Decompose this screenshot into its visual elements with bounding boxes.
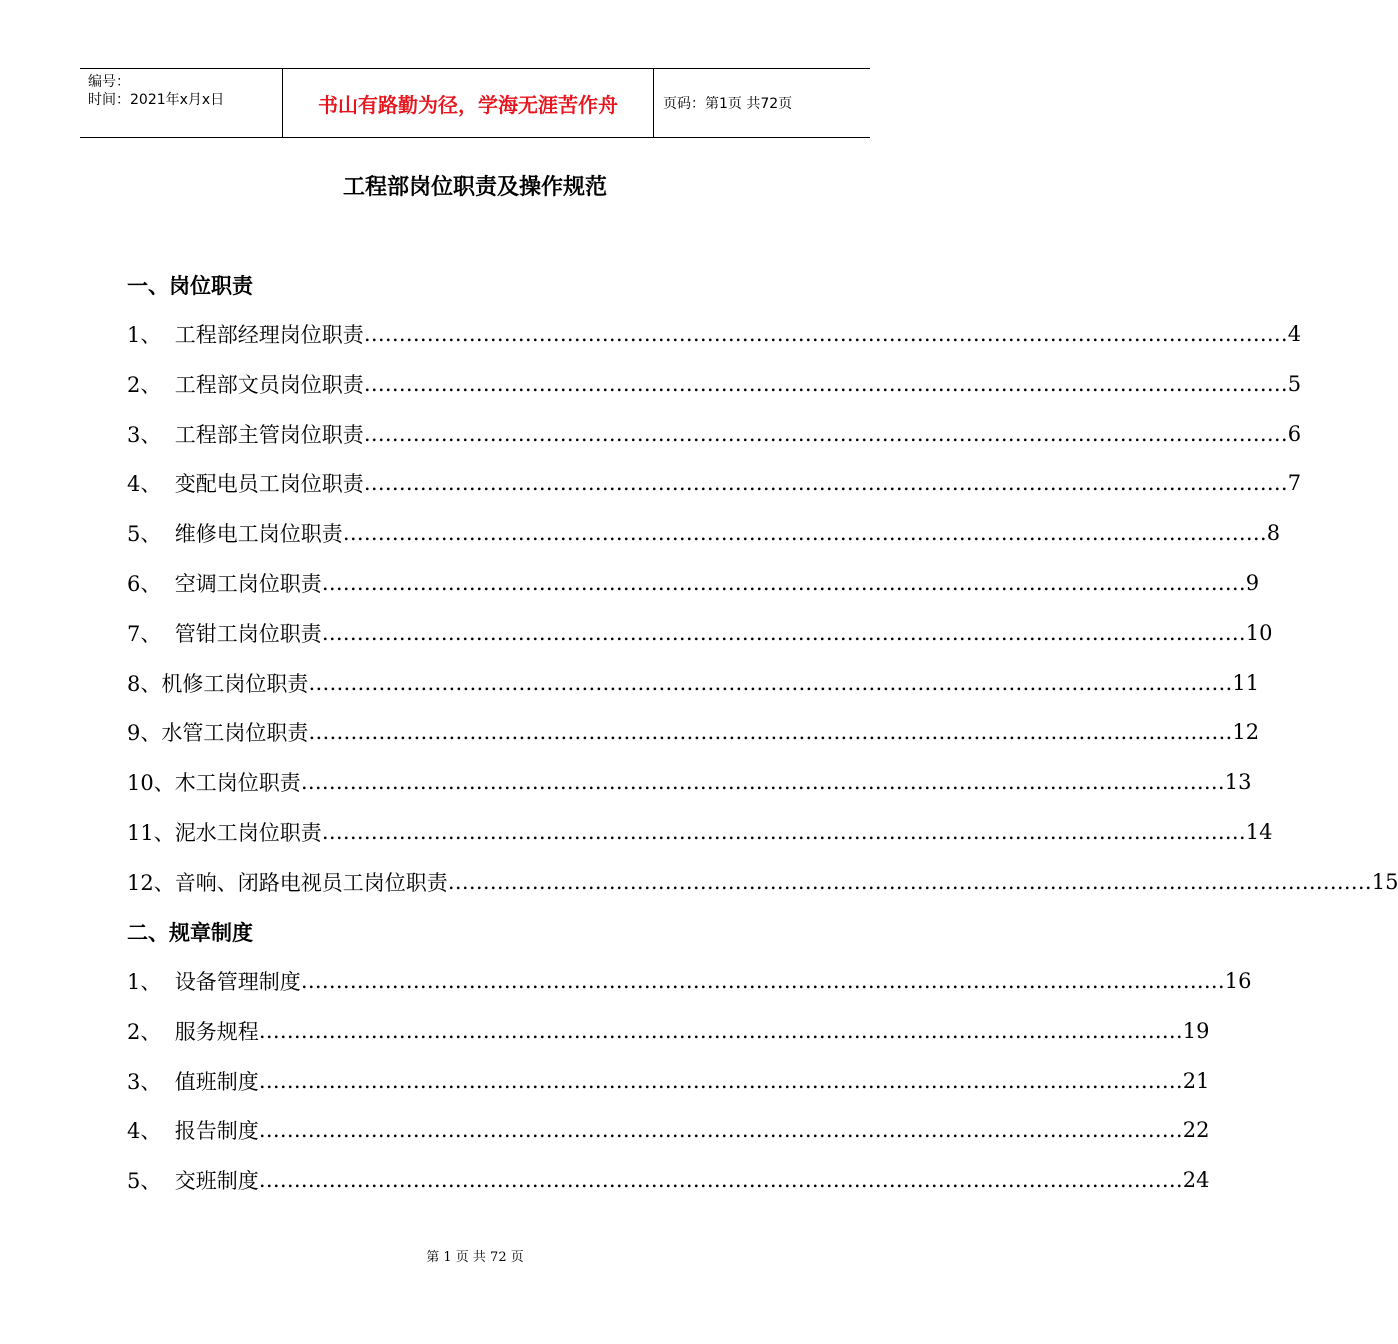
toc-entry-number: 11、 xyxy=(127,821,175,845)
toc-entry-leader: …………………………………………………………………………………………………………………… xyxy=(342,521,1267,546)
toc-entry-page: 24 xyxy=(1182,1168,1210,1193)
toc-entry-leader: …………………………………………………………………………………………………………………… xyxy=(363,371,1288,396)
toc-entry-number: 8、 xyxy=(127,671,162,696)
toc-entry xyxy=(127,1115,1210,1145)
toc-entry-title: 交班制度 xyxy=(174,1169,259,1194)
toc-entry xyxy=(127,1066,1210,1096)
toc-entry-title: 报告制度 xyxy=(174,1119,259,1144)
toc-entry xyxy=(127,668,1260,698)
toc-entry-title: 变配电员工岗位职责 xyxy=(174,472,364,497)
toc-entry-number: 6、 xyxy=(127,572,175,596)
toc-entry-number: 1、 xyxy=(127,970,175,994)
toc-entry xyxy=(127,518,1281,548)
section-heading-duties: 一、岗位职责 xyxy=(127,274,253,298)
toc-entry xyxy=(127,817,1273,847)
toc-entry-leader: …………………………………………………………………………………………………………………… xyxy=(308,670,1233,695)
toc-entry-title: 工程部主管岗位职责 xyxy=(174,422,364,447)
document-title: 工程部岗位职责及操作规范 xyxy=(342,175,607,200)
toc-entry-title: 工程部文员岗位职责 xyxy=(174,372,364,397)
toc-entry-page: 12 xyxy=(1232,720,1260,745)
toc-entry-number: 3、 xyxy=(127,1069,175,1094)
toc-entry xyxy=(127,717,1260,747)
toc-entry-page: 13 xyxy=(1224,770,1252,795)
toc-entry-page: 21 xyxy=(1182,1068,1210,1093)
toc-entry-page: 15 xyxy=(1371,869,1398,894)
toc-entry-page: 22 xyxy=(1182,1118,1210,1143)
toc-entry-leader: …………………………………………………………………………………………………………………… xyxy=(258,1018,1183,1043)
toc-entry-leader: …………………………………………………………………………………………………………………… xyxy=(321,820,1246,844)
toc-entry xyxy=(127,568,1260,598)
toc-entry-page: 19 xyxy=(1182,1018,1210,1043)
toc-entry xyxy=(127,767,1252,797)
toc-entry-title: 值班制度 xyxy=(174,1069,259,1094)
toc-entry-leader: …………………………………………………………………………………………………………………… xyxy=(258,1168,1183,1193)
toc-entry-number: 5、 xyxy=(127,1169,175,1194)
toc-entry-page: 9 xyxy=(1245,571,1260,595)
page-footer: 第 1 页 共 72 页 xyxy=(426,1250,524,1265)
toc-entry-leader: …………………………………………………………………………………………………………………… xyxy=(363,421,1288,446)
toc-entry-page: 14 xyxy=(1245,820,1273,844)
toc-entry-page: 7 xyxy=(1287,471,1302,496)
toc-entry-number: 7、 xyxy=(127,621,175,646)
toc-entry xyxy=(127,468,1302,498)
toc-entry-leader: …………………………………………………………………………………………………………………… xyxy=(258,1118,1183,1143)
toc-entry-number: 5、 xyxy=(127,522,175,547)
header-page-info: 页码：第1页 共72页 xyxy=(663,96,793,112)
toc-entry-number: 2、 xyxy=(127,372,175,397)
toc-entry-leader: …………………………………………………………………………………………………………………… xyxy=(363,471,1288,496)
toc-entry-page: 8 xyxy=(1266,521,1281,546)
toc-entry xyxy=(127,1016,1210,1046)
toc-entry-number: 9、 xyxy=(127,721,162,746)
toc-entry-number: 12、 xyxy=(127,870,175,895)
toc-entry xyxy=(127,1165,1210,1195)
toc-entry-page: 10 xyxy=(1245,620,1273,645)
page-header xyxy=(80,68,870,138)
toc-entry-number: 4、 xyxy=(127,1119,175,1144)
toc-entry xyxy=(127,319,1302,349)
toc-entry-number: 3、 xyxy=(127,422,175,447)
toc-entry-number: 2、 xyxy=(127,1019,175,1044)
toc-entry-title: 维修电工岗位职责 xyxy=(174,522,343,547)
toc-entry-title: 水管工岗位职责 xyxy=(161,721,309,746)
toc-entry-number: 1、 xyxy=(127,323,175,347)
toc-entry-title: 工程部经理岗位职责 xyxy=(174,323,364,347)
toc-entry-page: 16 xyxy=(1224,969,1252,993)
toc-entry xyxy=(127,867,1398,897)
toc-entry-leader: …………………………………………………………………………………………………………………… xyxy=(300,770,1225,795)
toc-entry xyxy=(127,369,1302,399)
toc-entry-title: 管钳工岗位职责 xyxy=(174,621,322,646)
toc-entry xyxy=(127,966,1252,996)
toc-entry-page: 5 xyxy=(1287,371,1302,396)
toc-entry-title: 服务规程 xyxy=(174,1019,259,1044)
section-heading-rules: 二、规章制度 xyxy=(127,921,253,945)
code-label: 编号： xyxy=(88,74,130,90)
header-motto: 书山有路勤为径，学海无涯苦作舟 xyxy=(282,69,654,137)
toc-entry-title: 设备管理制度 xyxy=(174,970,301,994)
toc-entry xyxy=(127,618,1273,648)
toc-entry-title: 木工岗位职责 xyxy=(174,771,301,796)
toc-entry-leader: …………………………………………………………………………………………………………………… xyxy=(300,969,1225,993)
toc-entry-page: 4 xyxy=(1287,322,1302,346)
toc-entry-leader: …………………………………………………………………………………………………………………… xyxy=(363,322,1288,346)
toc-entry-title: 机修工岗位职责 xyxy=(161,671,309,696)
toc-entry-leader: …………………………………………………………………………………………………………………… xyxy=(308,720,1233,745)
toc-entry-title: 空调工岗位职责 xyxy=(174,572,322,596)
toc-entry-title: 泥水工岗位职责 xyxy=(174,821,322,845)
toc-entry-number: 10、 xyxy=(127,771,175,796)
toc-entry-leader: …………………………………………………………………………………………………………………… xyxy=(321,620,1246,645)
toc-entry xyxy=(127,419,1302,449)
time-label: 时间：2021年x月x日 xyxy=(88,92,225,108)
toc-entry-page: 6 xyxy=(1287,421,1302,446)
toc-entry-leader: …………………………………………………………………………………………………………………… xyxy=(321,571,1246,595)
header-meta xyxy=(80,69,282,137)
toc-entry-number: 4、 xyxy=(127,472,175,497)
toc-entry-title: 音响、闭路电视员工岗位职责 xyxy=(174,870,448,895)
toc-entry-page: 11 xyxy=(1232,670,1260,695)
toc-entry-leader: …………………………………………………………………………………………………………………… xyxy=(258,1068,1183,1093)
toc-entry-leader: …………………………………………………………………………………………………………………… xyxy=(447,869,1372,894)
